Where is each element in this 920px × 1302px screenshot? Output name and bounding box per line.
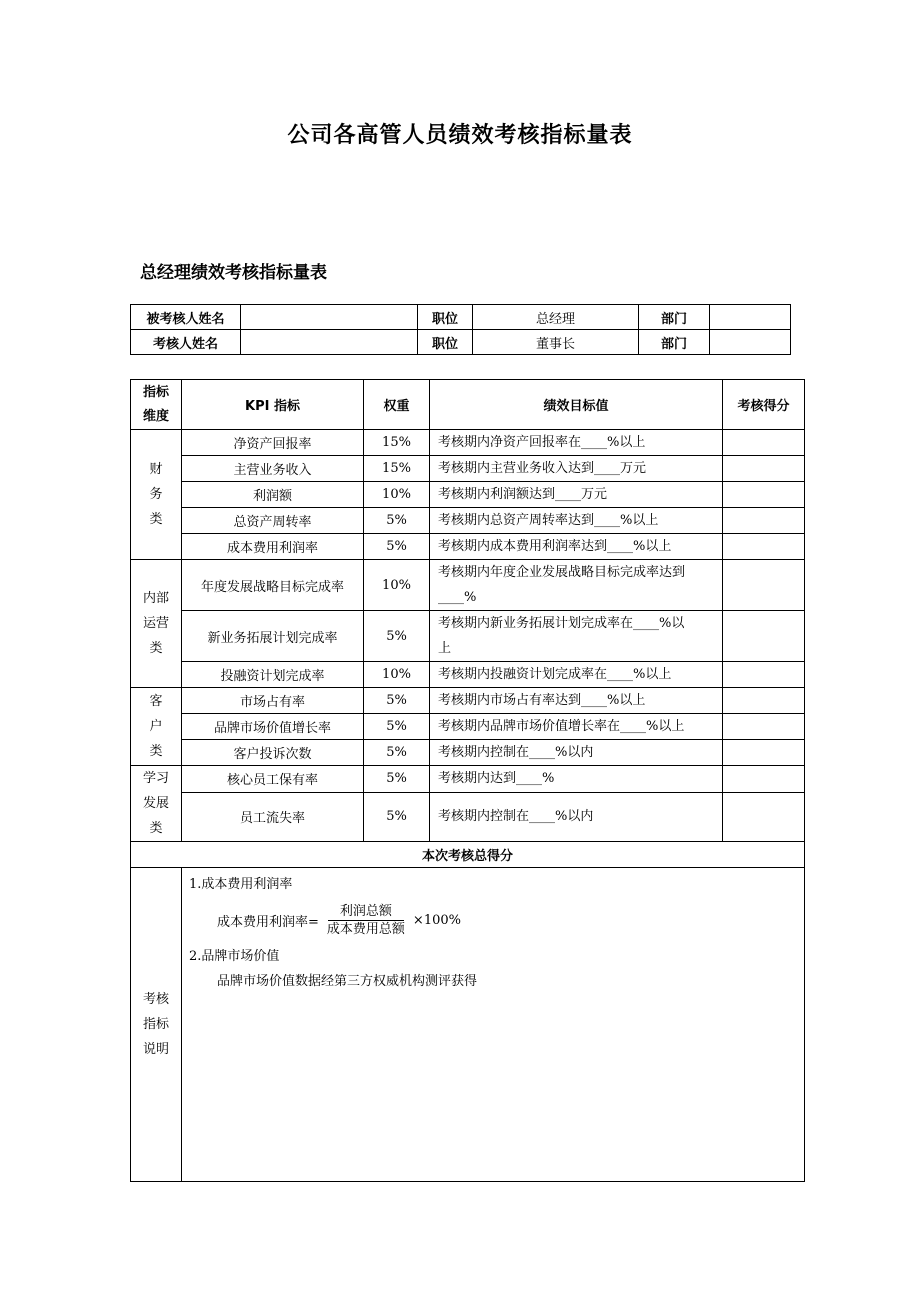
formula-numerator: 利润总额	[328, 903, 404, 921]
total-score-row	[131, 842, 805, 868]
kpi-name: 主营业务收入	[182, 456, 364, 482]
kpi-name: 核心员工保有率	[182, 766, 364, 793]
kpi-target-line: 上	[438, 641, 452, 656]
assessee-name-label: 被考核人姓名	[131, 305, 241, 330]
header-dimension	[131, 380, 182, 430]
table-row	[131, 662, 805, 688]
document-title: 公司各高管人员绩效考核指标量表	[287, 123, 633, 148]
table-row	[131, 430, 805, 456]
kpi-target: 考核期内成本费用利润率达到____%以上	[430, 534, 723, 560]
category-line: 运营	[142, 616, 169, 631]
kpi-target: 考核期内控制在____%以内	[430, 740, 723, 766]
category-line: 内部	[142, 591, 169, 606]
kpi-name: 投融资计划完成率	[182, 662, 364, 688]
department-label: 部门	[639, 330, 710, 355]
kpi-target-line: 考核期内新业务拓展计划完成率在____%以	[438, 616, 685, 631]
kpi-weight: 5%	[364, 740, 430, 766]
kpi-header-row	[131, 380, 805, 430]
notes-label-line: 说明	[142, 1042, 169, 1057]
table-row	[131, 688, 805, 714]
kpi-weight: 10%	[364, 662, 430, 688]
kpi-name: 净资产回报率	[182, 430, 364, 456]
kpi-name: 成本费用利润率	[182, 534, 364, 560]
kpi-target: 考核期内投融资计划完成率在____%以上	[430, 662, 723, 688]
kpi-score-cell[interactable]	[723, 430, 805, 456]
table-row	[131, 740, 805, 766]
category-finance	[131, 430, 182, 560]
kpi-score-cell[interactable]	[723, 611, 805, 662]
kpi-target: 考核期内品牌市场价值增长率在____%以上	[430, 714, 723, 740]
kpi-weight: 5%	[364, 534, 430, 560]
category-line: 户	[149, 719, 163, 734]
kpi-target	[430, 560, 723, 611]
kpi-score-cell[interactable]	[723, 792, 805, 841]
header-weight: 权重	[364, 380, 430, 430]
category-line: 类	[149, 512, 163, 527]
kpi-weight: 5%	[364, 688, 430, 714]
kpi-target: 考核期内控制在____%以内	[430, 792, 723, 841]
category-learning-development	[131, 766, 182, 842]
table-row	[131, 792, 805, 841]
kpi-score-cell[interactable]	[723, 534, 805, 560]
kpi-name: 市场占有率	[182, 688, 364, 714]
table-row	[131, 508, 805, 534]
kpi-weight: 15%	[364, 430, 430, 456]
category-customer	[131, 688, 182, 766]
kpi-target: 考核期内市场占有率达到____%以上	[430, 688, 723, 714]
kpi-score-cell[interactable]	[723, 740, 805, 766]
table-row	[131, 482, 805, 508]
kpi-weight: 5%	[364, 766, 430, 793]
header-kpi: KPI 指标	[182, 380, 364, 430]
kpi-score-cell[interactable]	[723, 688, 805, 714]
kpi-target: 考核期内利润额达到____万元	[430, 482, 723, 508]
table-row	[131, 611, 805, 662]
kpi-score-cell[interactable]	[723, 560, 805, 611]
kpi-name: 客户投诉次数	[182, 740, 364, 766]
department-label: 部门	[639, 305, 710, 330]
kpi-target	[430, 611, 723, 662]
assessee-position-value: 总经理	[473, 305, 639, 330]
kpi-name: 年度发展战略目标完成率	[182, 560, 364, 611]
kpi-target: 考核期内达到____%	[430, 766, 723, 793]
note-item2-title: 2.品牌市场价值	[189, 949, 280, 964]
category-line: 类	[149, 821, 163, 836]
header-dimension-line1: 指标	[142, 384, 169, 400]
kpi-target-line: 考核期内年度企业发展战略目标完成率达到	[438, 565, 686, 580]
notes-label	[131, 868, 182, 1182]
kpi-score-cell[interactable]	[723, 714, 805, 740]
kpi-weight: 10%	[364, 482, 430, 508]
kpi-target-line: ____%	[438, 590, 477, 605]
category-line: 财	[149, 462, 163, 477]
kpi-weight: 5%	[364, 714, 430, 740]
header-dimension-line2: 维度	[142, 408, 169, 424]
category-internal-operations	[131, 560, 182, 688]
assessor-department-value[interactable]	[710, 330, 791, 355]
kpi-target: 考核期内净资产回报率在____%以上	[430, 430, 723, 456]
info-row-assessor	[131, 330, 791, 355]
kpi-name: 利润额	[182, 482, 364, 508]
position-label: 职位	[418, 330, 473, 355]
kpi-weight: 15%	[364, 456, 430, 482]
category-line: 学习	[142, 771, 169, 786]
table-row	[131, 560, 805, 611]
assessee-department-value[interactable]	[710, 305, 791, 330]
assessee-name-value[interactable]	[241, 305, 418, 330]
position-label: 职位	[418, 305, 473, 330]
kpi-score-cell[interactable]	[723, 456, 805, 482]
kpi-name: 品牌市场价值增长率	[182, 714, 364, 740]
kpi-name: 新业务拓展计划完成率	[182, 611, 364, 662]
kpi-target: 考核期内总资产周转率达到____%以上	[430, 508, 723, 534]
kpi-name: 员工流失率	[182, 792, 364, 841]
notes-label-line: 指标	[142, 1017, 169, 1032]
table-row	[131, 714, 805, 740]
section-title: 总经理绩效考核指标量表	[140, 263, 327, 283]
kpi-weight: 5%	[364, 792, 430, 841]
kpi-weight: 10%	[364, 560, 430, 611]
table-row	[131, 766, 805, 793]
total-score-label: 本次考核总得分	[131, 842, 805, 868]
category-line: 类	[149, 641, 163, 656]
formula-rhs: ×100%	[412, 913, 461, 928]
formula-lhs: 成本费用利润率=	[217, 915, 319, 930]
table-row	[131, 534, 805, 560]
category-line: 发展	[142, 796, 169, 811]
kpi-score-cell[interactable]	[723, 662, 805, 688]
kpi-score-cell[interactable]	[723, 482, 805, 508]
header-score: 考核得分	[723, 380, 805, 430]
kpi-score-cell[interactable]	[723, 766, 805, 793]
formula-fraction	[323, 903, 409, 938]
note-item1-title: 1.成本费用利润率	[189, 877, 293, 892]
kpi-table	[130, 379, 805, 1182]
kpi-score-cell[interactable]	[723, 508, 805, 534]
formula	[217, 903, 804, 938]
assessee-info-table	[130, 304, 791, 355]
category-line: 客	[149, 694, 163, 709]
assessor-name-label: 考核人姓名	[131, 330, 241, 355]
kpi-target: 考核期内主营业务收入达到____万元	[430, 456, 723, 482]
kpi-weight: 5%	[364, 508, 430, 534]
notes-content	[182, 868, 805, 1182]
category-line: 类	[149, 744, 163, 759]
header-target: 绩效目标值	[430, 380, 723, 430]
kpi-name: 总资产周转率	[182, 508, 364, 534]
kpi-weight: 5%	[364, 611, 430, 662]
assessor-position-value: 董事长	[473, 330, 639, 355]
category-line: 务	[149, 487, 163, 502]
info-row-assessee	[131, 305, 791, 330]
notes-label-line: 考核	[142, 992, 169, 1007]
assessor-name-value[interactable]	[241, 330, 418, 355]
note-item2-text: 品牌市场价值数据经第三方权威机构测评获得	[217, 974, 478, 989]
formula-denominator: 成本费用总额	[326, 922, 405, 937]
table-row	[131, 456, 805, 482]
notes-row	[131, 868, 805, 1182]
